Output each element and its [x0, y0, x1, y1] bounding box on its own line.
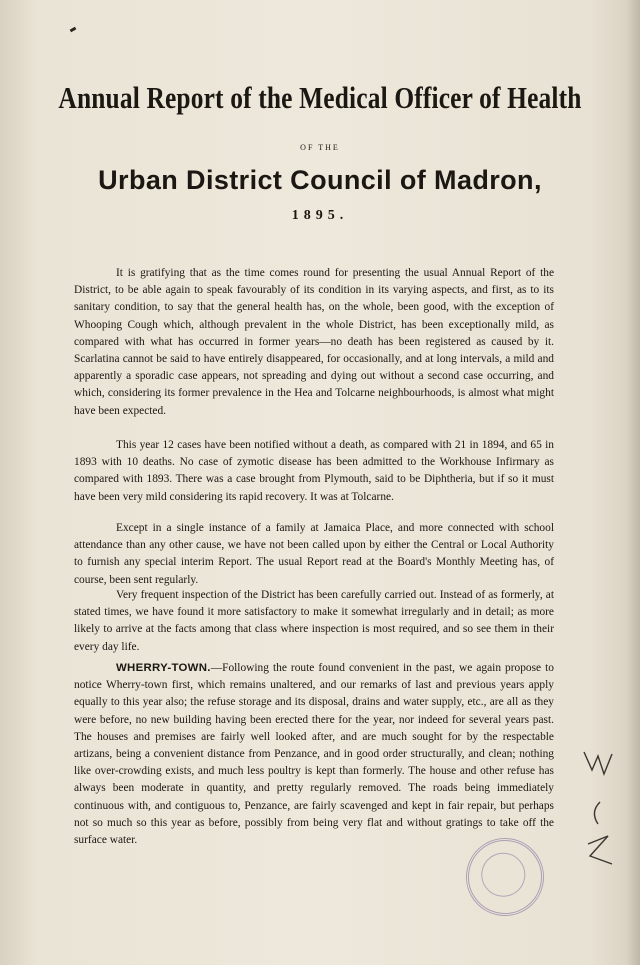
wherry-town-text: —Following the route found convenient in the past, we again propose to notice Wherry-town first, which remains unaltered, and our remarks of last and previous years apply equally to this year also; the refuse storage and its disposal, drains and water supply, etc., are all as they were before, no new building having been erected there for the year, nor indeed for several years past. The houses and premises are fairly well looked after, and are much sought for by the respectable artizans, being a convenient distance from Penzance, and in good order structurally, and clean; nothing like over-crowding exists, and much less poultry is kept than formerly. The house and other refuse has always been moderate in quantity, and pretty regularly removed. The roads being immediately continuous with, and contiguous to, Penzance, are fairly scavenged and kept in fair repair, but perhaps not so much so this year as before, possibly from being very flat and without gratings to take off the surface water. [74, 662, 554, 847]
library-stamp-inner-ring [478, 850, 528, 900]
paragraph-2: This year 12 cases have been notified without a death, as compared with 21 in 1894, and 65 in 1893 with 10 deaths. No case of zymotic disease has been admitted to the Workhouse Infirmary as compared with 1893. There was a case brought from Plymouth, said to be Diphtheria, but if so it must have been very mild considering its rapid recovery. It was at Tolcarne. [74, 439, 554, 503]
pencil-mark-curve [594, 802, 600, 824]
paragraph-4: Very frequent inspection of the District has been carefully carried out. Instead of as formerly, at stated times, we have found it more satisfactory to make it somewhat irregularly and in detail; as more likely to arrive at the facts among that class where inspection is most required, and so see them in their every day life. [74, 589, 554, 653]
report-year: 1895. [291, 208, 349, 223]
council-name: Urban District Council of Madron, [98, 165, 542, 195]
report-title: Annual Report of the Medical Officer of Health [58, 80, 582, 115]
of-the-label: OF THE [300, 143, 340, 152]
wherry-town-heading: WHERRY-TOWN. [116, 662, 211, 674]
paragraph-3: Except in a single instance of a family at Jamaica Place, and more connected with school attendance than any other cause, we have not been called upon by either the Central or Local Authority to furnish any special interim Report. The usual Report read at the Board's Monthly Meeting has, of course, been sent regularly. [74, 522, 554, 586]
pencil-marks [578, 740, 628, 870]
pencil-mark-n [588, 836, 612, 864]
paragraph-1: It is gratifying that as the time comes round for presenting the usual Annual Report of the District, to be able again to speak favourably of its condition in its varying aspects, and first, as to its sanitary condition, to say that the general health has, on the whole, been good, with the exception of Whooping Cough which, although prevalent in the whole District, has been exceptionally mild, as compared with what has occurred in former years—no death has been registered as caused by it. Scarlatina cannot be said to have entirely disappeared, for occasionally, and at long intervals, a mild and apparently a sporadic case appears, not spreading and dying out without a second case occurring, and which, considering its former prevalence in the Hea and Tolcarne neighbourhoods, is almost what might have been expected. [74, 267, 554, 417]
pencil-mark-w [584, 752, 612, 774]
ink-mark [70, 27, 77, 33]
paragraph-wherry-town [74, 660, 554, 849]
